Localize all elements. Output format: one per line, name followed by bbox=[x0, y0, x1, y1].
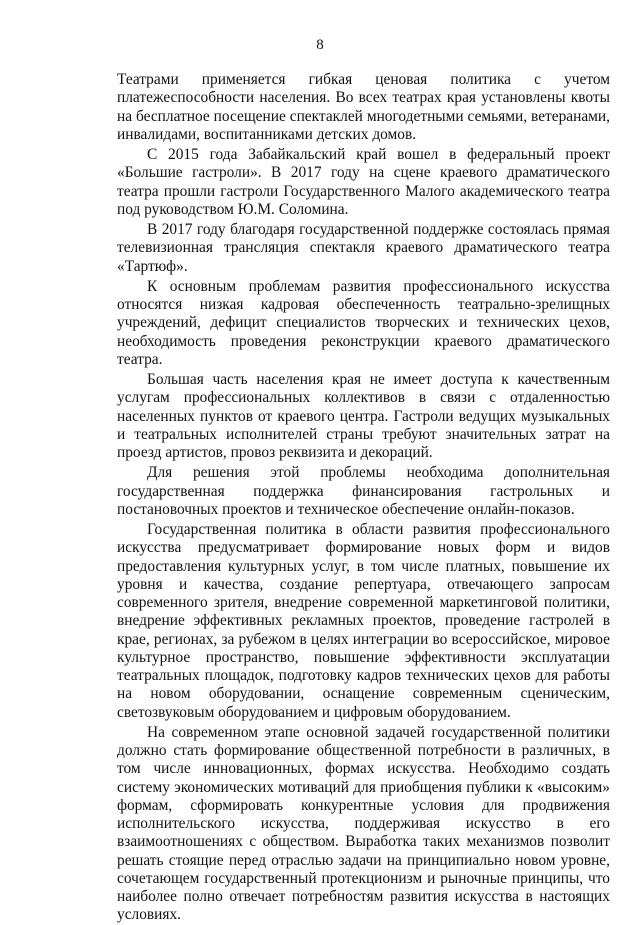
paragraph-current-stage: На современном этапе основной задачей государственной политики должно стать формирование общественной потребности в различных, в том числе инновационных, формах искусства. Необходимо создать систему экономических мотиваций для приобщения публики к «высоким» формам, сформировать конкурентные условия для продвижения исполнительского искусства, поддерживая искусство в его взаимоотношениях с обществом. Выработка таких механизмов позволит решать стоящие перед отраслью задачи на принципиально новом уровне, сочетающем государственный протекционизм и рыночные принципы, что наиболее полно отвечает потребностям развития искусства в настоящих условиях. bbox=[117, 723, 610, 924]
paragraph-pricing-policy: Театрами применяется гибкая ценовая политика с учетом платежеспособности населения. Во всех театрах края установлены квоты на бесплатное посещение спектаклей многодетными семьями, ветеранами, инвалидами, воспитанниками детских домов. bbox=[117, 71, 610, 143]
paragraph-main-problems: К основным проблемам развития профессионального искусства относятся низкая кадровая обеспеченность театрально-зрелищных учреждений, дефицит специалистов творческих и технических цехов, необходимость проведения реконструкции краевого драматического театра. bbox=[117, 277, 610, 368]
paragraph-big-tours: С 2015 года Забайкальский край вошел в федеральный проект «Большие гастроли». В 2017 году на сцене краевого драматического театра прошли гастроли Государственного Малого академического театра под руководством Ю.М. Соломина. bbox=[117, 146, 610, 218]
paragraph-state-policy: Государственная политика в области развития профессионального искусства предусматривает формирование новых форм и видов предоставления культурных услуг, в том числе платных, повышение их уровня и качества, создание репертуара, отвечающего запросам современного зрителя, внедрение современной маркетинговой политики, внедрение эффективных рекламных проектов, проведение гастролей в крае, регионах, за рубежом в целях интеграции во всероссийское, мировое культурное пространство, повышение эффективности эксплуатации театральных площадок, подготовку кадров технических цехов для работы на новом оборудовании, оснащение современным сценическим, светозвуковым оборудованием и цифровым оборудованием. bbox=[117, 521, 610, 721]
paragraph-access: Большая часть населения края не имеет доступа к качественным услугам профессиональных коллективов в связи с отдаленностью населенных пунктов от краевого центра. Гастроли ведущих музыкальных и театральных исполнителей страны требуют значительных затрат на проезд артистов, провоз реквизита и декораций. bbox=[117, 371, 610, 461]
paragraph-solution: Для решения этой проблемы необходима дополнительная государственная поддержка финансирования гастрольных и постановочных проектов и техническое обеспечение онлайн-показов. bbox=[117, 464, 610, 518]
document-body bbox=[117, 71, 610, 925]
paragraph-tv-broadcast: В 2017 году благодаря государственной поддержке состоялась прямая телевизионная трансляция спектакля краевого драматического театра «Тартюф». bbox=[117, 221, 610, 275]
page-number: 8 bbox=[316, 37, 324, 53]
